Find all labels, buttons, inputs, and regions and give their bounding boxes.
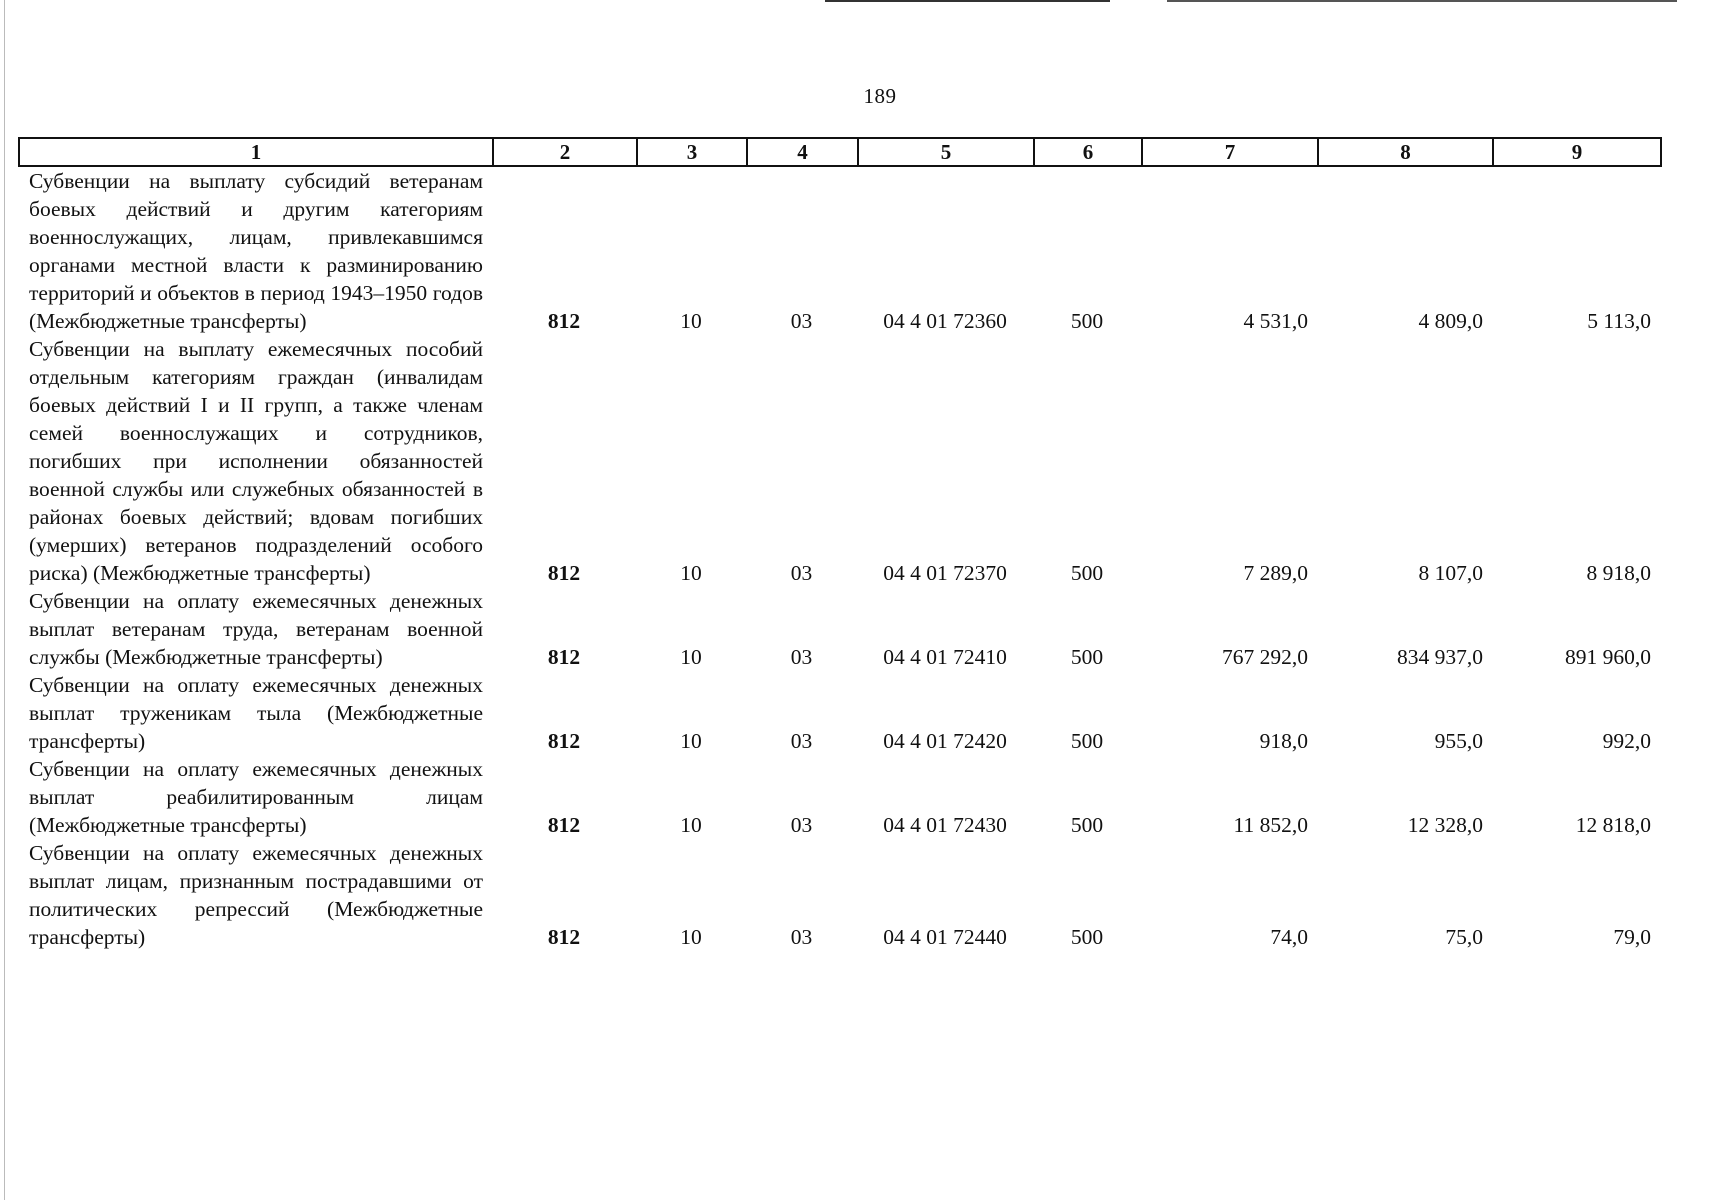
amount-col-8: 834 937,0 <box>1397 645 1483 669</box>
header-row <box>19 138 1661 166</box>
subsection-code: 03 <box>790 925 813 949</box>
expense-type-code: 500 <box>1070 813 1104 837</box>
section-code: 10 <box>680 925 702 949</box>
amount-col-7: 918,0 <box>1259 729 1308 753</box>
table-row <box>19 839 1661 951</box>
ministry-code: 812 <box>547 925 581 949</box>
table-row <box>19 335 1661 587</box>
section-code: 10 <box>680 645 702 669</box>
row-description: Субвенции на оплату ежемесячных денежных выплат ветеранам труда, ветеранам военной службы (Межбюджетные трансферты) <box>29 589 483 669</box>
column-header-3: 3 <box>637 138 747 166</box>
subsection-code: 03 <box>790 729 813 753</box>
amount-col-7: 7 289,0 <box>1243 561 1308 585</box>
amount-col-8: 8 107,0 <box>1418 561 1483 585</box>
amount-col-9: 12 818,0 <box>1575 813 1651 837</box>
expense-type-code: 500 <box>1070 645 1104 669</box>
section-code: 10 <box>680 813 702 837</box>
expense-type-code: 500 <box>1070 729 1104 753</box>
column-header-1: 1 <box>19 138 493 166</box>
row-description: Субвенции на оплату ежемесячных денежных выплат реабилитированным лицам (Межбюджетные трансферты) <box>29 757 483 837</box>
section-code: 10 <box>680 729 702 753</box>
target-article-code: 04 4 01 72420 <box>883 729 1007 753</box>
budget-table <box>18 137 1662 951</box>
subsection-code: 03 <box>790 813 813 837</box>
expense-type-code: 500 <box>1070 309 1104 333</box>
subsection-code: 03 <box>790 561 813 585</box>
amount-col-8: 955,0 <box>1434 729 1483 753</box>
amount-col-8: 12 328,0 <box>1407 813 1483 837</box>
table-row <box>19 755 1661 839</box>
target-article-code: 04 4 01 72360 <box>883 309 1007 333</box>
page-number: 189 <box>863 84 897 108</box>
scan-edge-line <box>825 0 1110 2</box>
amount-col-8: 4 809,0 <box>1418 309 1483 333</box>
column-header-7: 7 <box>1142 138 1318 166</box>
column-header-9: 9 <box>1493 138 1661 166</box>
row-description: Субвенции на оплату ежемесячных денежных выплат лицам, признанным пострадавшими от политических репрессий (Межбюджетные трансферты) <box>29 841 483 949</box>
section-code: 10 <box>680 561 702 585</box>
target-article-code: 04 4 01 72430 <box>883 813 1007 837</box>
amount-col-7: 11 852,0 <box>1233 813 1308 837</box>
target-article-code: 04 4 01 72440 <box>883 925 1007 949</box>
ministry-code: 812 <box>547 645 581 669</box>
expense-type-code: 500 <box>1070 561 1104 585</box>
table-row <box>19 166 1661 335</box>
column-header-5: 5 <box>858 138 1034 166</box>
amount-col-7: 767 292,0 <box>1222 645 1308 669</box>
row-description: Субвенции на выплату субсидий ветеранам боевых действий и другим категориям военнослужащих, лицам, привлекавшимся органами местной власти к разминированию территорий и объектов в период 1943–1950 годов (Межбюджетные трансферты) <box>29 169 483 333</box>
row-description: Субвенции на оплату ежемесячных денежных выплат труженикам тыла (Межбюджетные трансферты) <box>29 673 483 753</box>
subsection-code: 03 <box>790 645 813 669</box>
expense-type-code: 500 <box>1070 925 1104 949</box>
target-article-code: 04 4 01 72370 <box>883 561 1007 585</box>
section-code: 10 <box>680 309 702 333</box>
amount-col-9: 79,0 <box>1613 925 1651 949</box>
ministry-code: 812 <box>547 813 581 837</box>
amount-col-9: 8 918,0 <box>1586 561 1651 585</box>
table-row <box>19 587 1661 671</box>
scan-margin-line <box>4 0 5 1200</box>
column-header-2: 2 <box>493 138 637 166</box>
amount-col-7: 4 531,0 <box>1243 309 1308 333</box>
column-header-8: 8 <box>1318 138 1493 166</box>
subsection-code: 03 <box>790 309 813 333</box>
amount-col-9: 992,0 <box>1602 729 1651 753</box>
amount-col-9: 891 960,0 <box>1565 645 1651 669</box>
column-header-4: 4 <box>747 138 858 166</box>
scan-edge-line <box>1167 0 1677 2</box>
table-row <box>19 671 1661 755</box>
amount-col-8: 75,0 <box>1445 925 1483 949</box>
amount-col-9: 5 113,0 <box>1587 309 1651 333</box>
ministry-code: 812 <box>547 561 581 585</box>
target-article-code: 04 4 01 72410 <box>883 645 1007 669</box>
amount-col-7: 74,0 <box>1270 925 1308 949</box>
column-header-6: 6 <box>1034 138 1142 166</box>
ministry-code: 812 <box>547 729 581 753</box>
row-description: Субвенции на выплату ежемесячных пособий отдельным категориям граждан (инвалидам боевых действий I и II групп, а также членам семей военнослужащих и сотрудников, погибших при исполнении обязанностей военной службы или служебных обязанностей в районах боевых действий; вдовам погибших (умерших) ветеранов подразделений особого риска) (Межбюджетные трансферты) <box>29 337 483 585</box>
ministry-code: 812 <box>547 309 581 333</box>
